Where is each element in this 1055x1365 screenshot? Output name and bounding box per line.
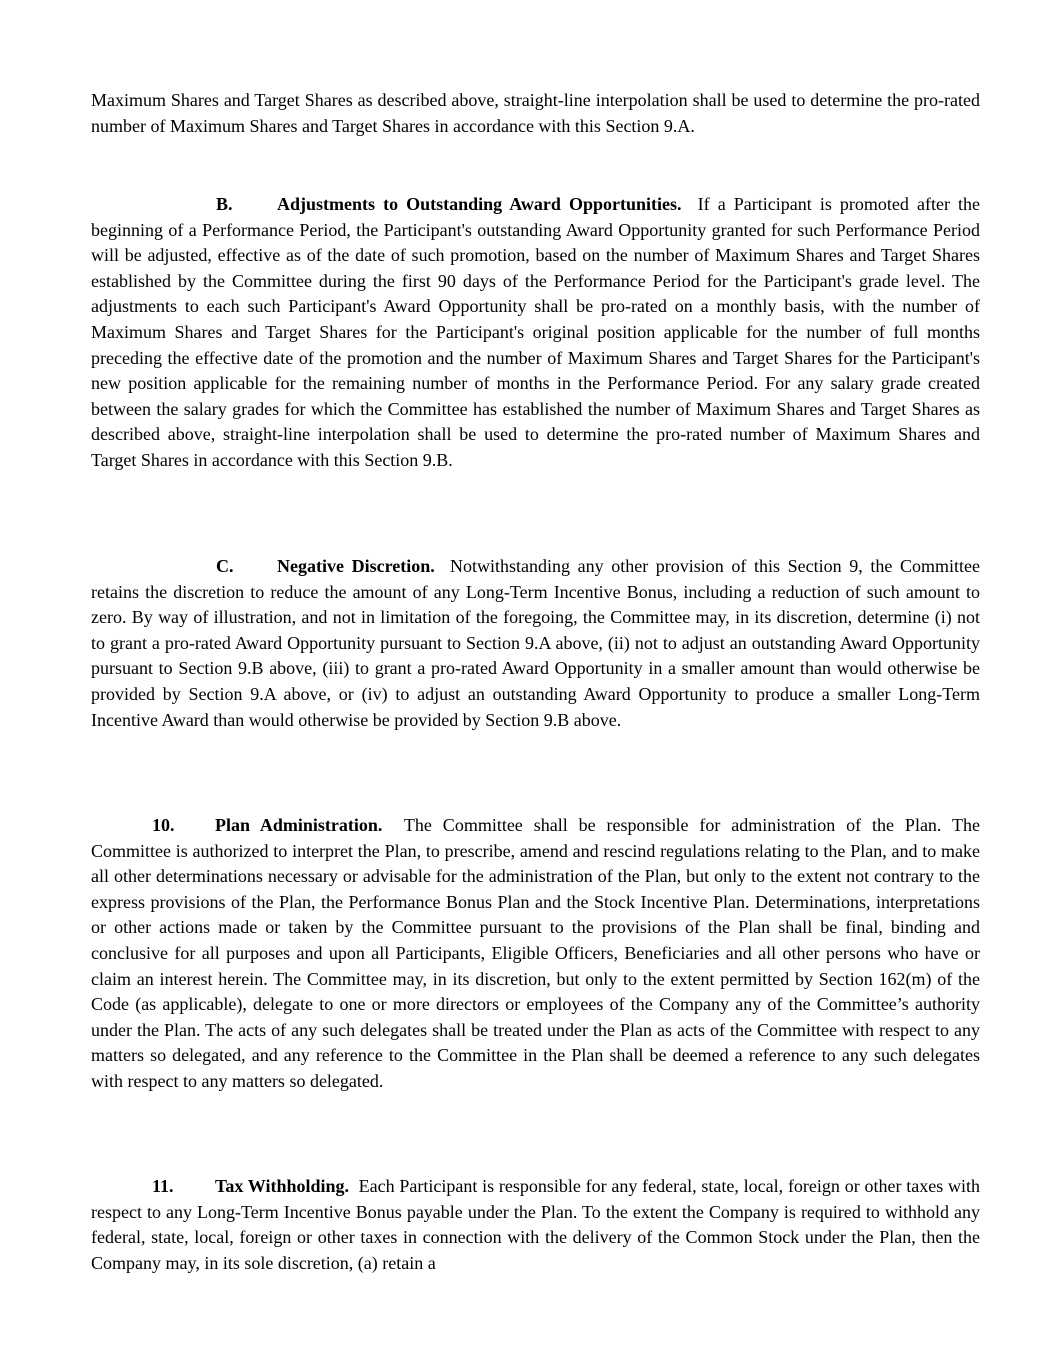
continuation-paragraph	[91, 88, 980, 139]
section-10-heading: Plan Administration.	[215, 815, 383, 835]
section-c-heading: Negative Discretion.	[277, 556, 435, 576]
section-10-label: 10.	[152, 815, 175, 835]
continuation-text: Maximum Shares and Target Shares as described above, straight-line interpolation shall be used to determine the pro-rated number of Maximum Shares and Target Shares in accordance with this Section 9.A.	[91, 90, 980, 136]
section-11-label: 11.	[152, 1176, 174, 1196]
section-b-paragraph	[91, 192, 980, 474]
section-c-label: C.	[216, 556, 234, 576]
section-c-paragraph	[91, 554, 980, 733]
section-c-body: Notwithstanding any other provision of this Section 9, the Committee retains the discretion to reduce the amount of any Long-Term Incentive Bonus, including a reduction of such amount to zero. By way of illustration, and not in limitation of the foregoing, the Committee may, in its discretion, determine (i) not to grant a pro-rated Award Opportunity pursuant to Section 9.A above, (ii) not to adjust an outstanding Award Opportunity pursuant to Section 9.B above, (iii) to grant a pro-rated Award Opportunity in a smaller amount than would otherwise be provided by Section 9.A above, or (iv) to adjust an outstanding Award Opportunity to produce a smaller Long-Term Incentive Award than would otherwise be provided by Section 9.B above.	[91, 556, 980, 730]
section-b-heading: Adjustments to Outstanding Award Opportunities.	[277, 194, 682, 214]
section-11-paragraph	[91, 1174, 980, 1276]
section-b-label: B.	[216, 194, 233, 214]
section-10-paragraph	[91, 813, 980, 1095]
section-10-body: The Committee shall be responsible for administration of the Plan. The Committee is authorized to interpret the Plan, to prescribe, amend and rescind regulations relating to the Plan, and to make all other determinations necessary or advisable for the administration of the Plan, but only to the extent not contrary to the express provisions of the Plan, the Performance Bonus Plan and the Stock Incentive Plan. Determinations, interpretations or other actions made or taken by the Committee pursuant to the provisions of the Plan shall be final, binding and conclusive for all purposes and upon all Participants, Eligible Officers, Beneficiaries and all other persons who have or claim an interest herein. The Committee may, in its discretion, but only to the extent permitted by Section 162(m) of the Code (as applicable), delegate to one or more directors or employees of the Company any of the Committee’s authority under the Plan. The acts of any such delegates shall be treated under the Plan as acts of the Committee with respect to any matters so delegated, and any reference to the Committee in the Plan shall be deemed a reference to any such delegates with respect to any matters so delegated.	[91, 815, 980, 1091]
section-11-heading: Tax Withholding.	[215, 1176, 350, 1196]
section-b-body: If a Participant is promoted after the beginning of a Performance Period, the Participant's outstanding Award Opportunity granted for such Performance Period will be adjusted, effective as of the date of such promotion, based on the number of Maximum Shares and Target Shares established by the Committee during the first 90 days of the Performance Period for the Participant's grade level. The adjustments to each such Participant's Award Opportunity shall be pro-rated on a monthly basis, with the number of Maximum Shares and Target Shares for the Participant's original position applicable for the number of full months preceding the effective date of the promotion and the number of Maximum Shares and Target Shares for the Participant's new position applicable for the remaining number of months in the Performance Period. For any salary grade created between the salary grades for which the Committee has established the number of Maximum Shares and Target Shares as described above, straight-line interpolation shall be used to determine the pro-rated number of Maximum Shares and Target Shares in accordance with this Section 9.B.	[91, 194, 981, 470]
section-11-body: Each Participant is responsible for any federal, state, local, foreign or other taxes with respect to any Long-Term Incentive Bonus payable under the Plan. To the extent the Company is required to withhold any federal, state, local, foreign or other taxes in connection with the delivery of the Common Stock under the Plan, then the Company may, in its sole discretion, (a) retain a	[91, 1176, 980, 1273]
